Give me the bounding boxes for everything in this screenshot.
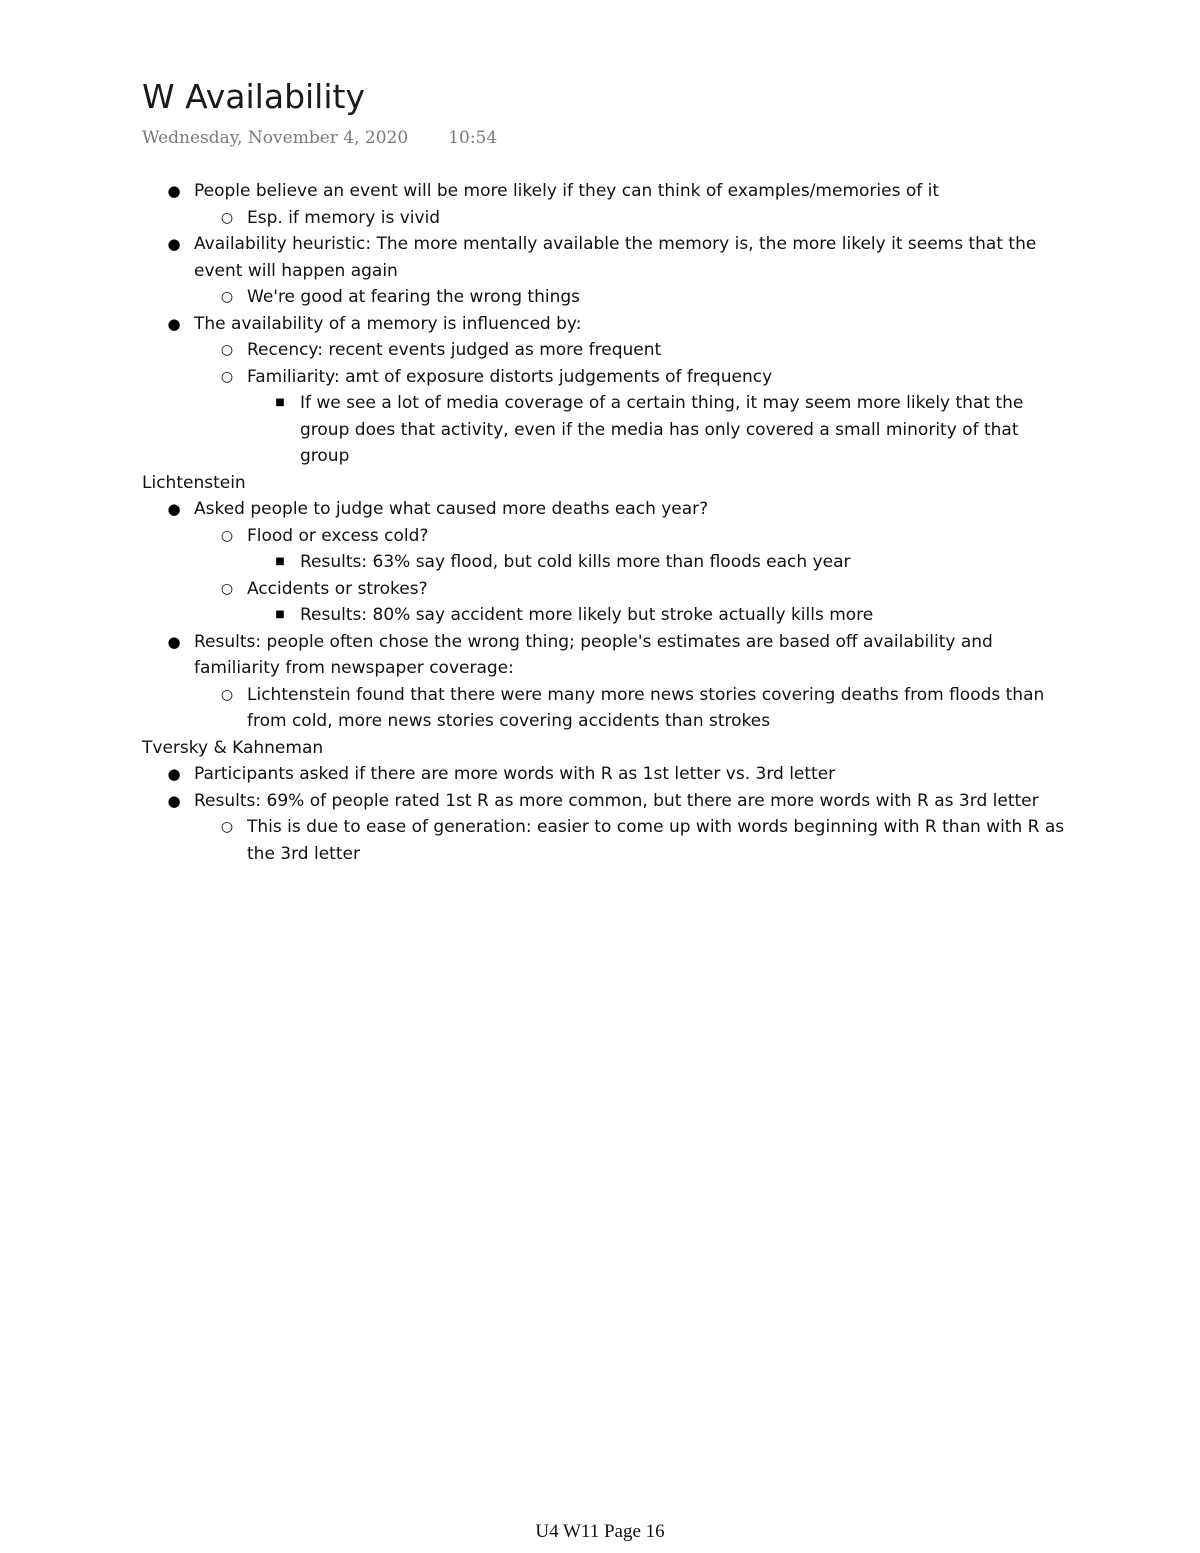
bullet-circle-icon: ○ bbox=[220, 527, 234, 544]
list-item: ■ Results: 63% say flood, but cold kills more than floods each year bbox=[142, 549, 1072, 576]
list-item: ■ Results: 80% say accident more likely but stroke actually kills more bbox=[142, 602, 1072, 629]
list-item: ● Results: 69% of people rated 1st R as more common, but there are more words with R as 3rd letter bbox=[142, 788, 1072, 815]
bullet-circle-icon: ○ bbox=[220, 819, 234, 835]
lichtenstein-list bbox=[142, 496, 1072, 735]
list-item: ● Results: people often chose the wrong thing; people's estimates are based off availability and familiarity from newspaper coverage: bbox=[142, 629, 1072, 682]
bullet-circle-icon: ○ bbox=[220, 686, 234, 703]
section-label-lichtenstein: Lichtenstein bbox=[142, 472, 246, 493]
bullet-disc-icon: ● bbox=[167, 632, 181, 651]
list-item: ● Availability heuristic: The more mentally available the memory is, the more likely it seems that the event will happen again bbox=[142, 231, 1072, 284]
bullet-disc-icon: ● bbox=[167, 791, 181, 810]
list-item: ○ Accidents or strokes? bbox=[142, 576, 1072, 603]
list-item: ○ Esp. if memory is vivid bbox=[142, 205, 1072, 232]
bullet-square-icon: ■ bbox=[275, 556, 285, 567]
list-item: ● People believe an event will be more likely if they can think of examples/memories of it bbox=[142, 178, 1072, 205]
list-item: ● The availability of a memory is influenced by: bbox=[142, 311, 1072, 338]
page-time: 10:54 bbox=[448, 128, 498, 148]
bullet-disc-icon: ● bbox=[167, 500, 181, 518]
page-footer: U4 W11 Page 16 bbox=[535, 1521, 665, 1542]
list-item: ● Participants asked if there are more words with R as 1st letter vs. 3rd letter bbox=[142, 761, 1072, 788]
list-item: ○ This is due to ease of generation: easier to come up with words beginning with R than with R as the 3rd letter bbox=[142, 814, 1072, 867]
page-title: W Availability bbox=[142, 77, 365, 116]
bullet-circle-icon: ○ bbox=[220, 342, 234, 358]
bullet-circle-icon: ○ bbox=[220, 580, 234, 597]
list-item: ○ Flood or excess cold? bbox=[142, 523, 1072, 550]
list-item: ○ We're good at fearing the wrong things bbox=[142, 284, 1072, 311]
bullet-disc-icon: ● bbox=[167, 765, 181, 783]
bullet-square-icon: ■ bbox=[275, 609, 285, 620]
bullet-disc-icon: ● bbox=[167, 314, 181, 333]
note-body bbox=[142, 178, 1072, 867]
bullet-circle-icon: ○ bbox=[220, 209, 234, 226]
bullet-disc-icon: ● bbox=[167, 182, 181, 200]
list-item: ○ Lichtenstein found that there were many more news stories covering deaths from floods than from cold, more news stories covering accidents than strokes bbox=[142, 682, 1072, 735]
bullet-square-icon: ■ bbox=[275, 397, 285, 408]
bullet-circle-icon: ○ bbox=[220, 368, 234, 385]
page-date: Wednesday, November 4, 2020 bbox=[142, 128, 409, 148]
bullet-disc-icon: ● bbox=[167, 235, 181, 253]
intro-list bbox=[142, 178, 1072, 470]
tversky-list bbox=[142, 761, 1072, 867]
page-meta bbox=[142, 127, 497, 149]
bullet-circle-icon: ○ bbox=[220, 289, 234, 305]
list-item: ○ Familiarity: amt of exposure distorts judgements of frequency bbox=[142, 364, 1072, 391]
section-label-tversky: Tversky & Kahneman bbox=[142, 737, 324, 758]
list-item: ○ Recency: recent events judged as more frequent bbox=[142, 337, 1072, 364]
list-item: ■ If we see a lot of media coverage of a certain thing, it may seem more likely that the group does that activity, even if the media has only covered a small minority of that group bbox=[142, 390, 1072, 470]
list-item: ● Asked people to judge what caused more deaths each year? bbox=[142, 496, 1072, 523]
